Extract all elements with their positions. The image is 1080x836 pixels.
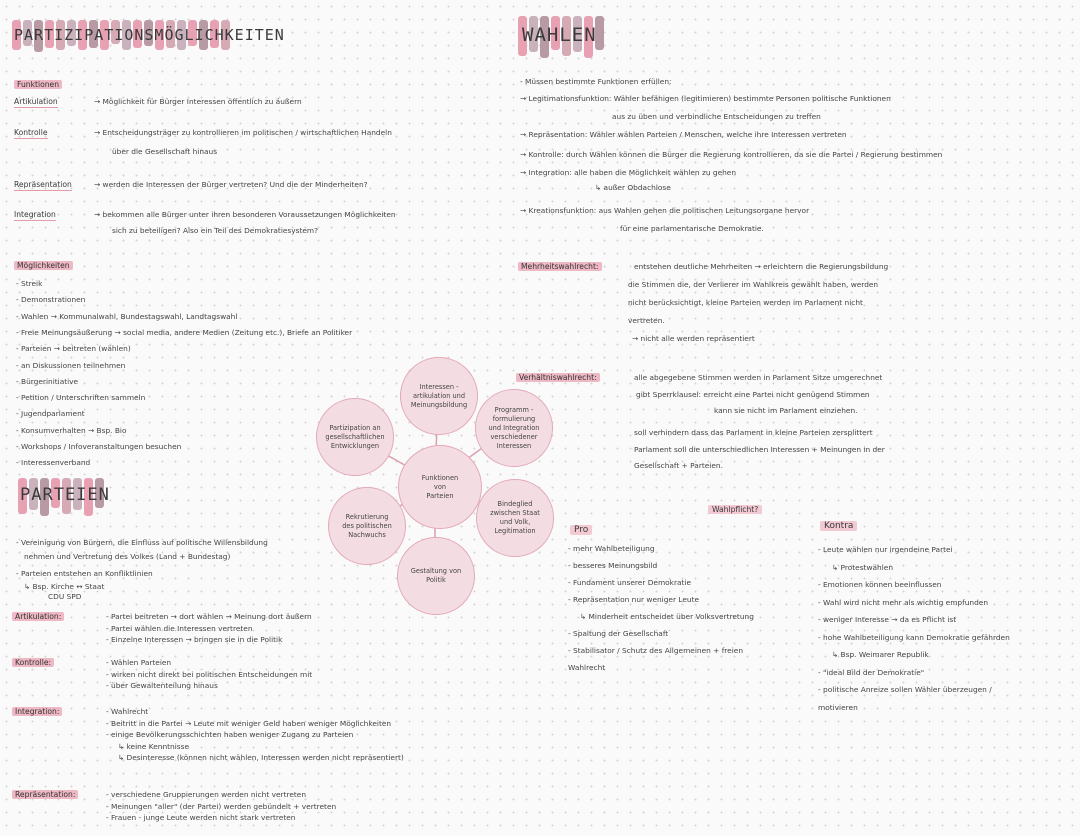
parteien-title: PARTEIEN: [20, 485, 110, 505]
parteien-intro-line: - Parteien entstehen an Konfliktlinien: [16, 569, 153, 578]
wahlen-function-line: → Kreationsfunktion: aus Wahlen gehen die politischen Leitungsorgane hervor: [520, 206, 810, 215]
kontrolle-label: Kontrolle: [14, 128, 48, 137]
moeglichkeit-item: - Bürgerinitiative: [16, 376, 79, 386]
kontra-item: - Emotionen können beeinflussen: [818, 580, 942, 589]
wahlen-function-line: → Kontrolle: durch Wählen können die Bürger die Regierung kontrollieren, da sie die Partei / Regierung bestimmen: [520, 150, 943, 159]
mindmap-node-bindeglied: Bindeglied zwischen Staat und Volk, Legitimation: [476, 479, 554, 557]
kontra-item: - weniger Interesse → da es Pflicht ist: [818, 615, 957, 624]
wahlen-function-line: - Müssen bestimmte Funktionen erfüllen:: [520, 77, 672, 86]
parteien-section-label: Integration:: [12, 707, 62, 717]
parteien-section-line: ↳ keine Kenntnisse: [118, 741, 190, 751]
wahlen-function-line: aus zu üben und verbindliche Entscheidungen zu treffen: [612, 112, 821, 121]
parteien-section-line: - Frauen - junge Leute werden nicht stark vertreten: [106, 813, 296, 822]
kontra-item: motivieren: [818, 702, 858, 712]
moeglichkeit-item: - Workshops / Infoveranstaltungen besuchen: [16, 442, 182, 451]
kontra-item: - politische Anreize sollen Wähler überzeugen /: [818, 685, 992, 694]
mindmap-node-gestaltung: Gestaltung von Politik: [397, 537, 475, 615]
wahlen-function-line: → Integration: alle haben die Möglichkeit wählen zu gehen: [520, 168, 737, 177]
wahlen-function-line: ↳ außer Obdachlose: [595, 183, 671, 192]
pro-item: - besseres Meinungsbild: [568, 561, 658, 570]
parteien-intro-line: - Vereinigung von Bürgern, die Einfluss auf politische Willensbildung: [16, 538, 268, 547]
moeglichkeit-item: - Jugendparlament: [16, 409, 85, 419]
parteien-intro-line: ↳ Bsp. Kirche ↔ Staat: [24, 582, 105, 591]
wahlen-function-line: für eine parlamentarische Demokratie.: [620, 224, 764, 233]
kontra-item: - Leute wählen nur irgendeine Partei: [818, 545, 953, 554]
parteien-section-line: - Wahlrecht: [106, 707, 149, 716]
mehrheit-line: nicht berücksichtigt, kleine Parteien werden im Parlament nicht: [628, 298, 863, 307]
repraesentation-label: Repräsentation: [14, 180, 72, 189]
kontra-item: ↳ Bsp. Weimarer Republik: [832, 650, 929, 659]
wahlen-function-line: → Legitimationsfunktion: Wähler befähigen (legitimieren) bestimmte Personen politische Funktionen: [520, 94, 891, 103]
wahlen-title: WAHLEN: [522, 24, 597, 46]
mindmap-node-rekrutierung: Rekrutierung des politischen Nachwuchs: [328, 487, 406, 565]
verhaeltnis-line: Gesellschaft + Parteien.: [634, 461, 723, 470]
pro-item: - Spaltung der Gesellschaft: [568, 629, 669, 638]
parteien-section-line: - Meinungen "aller" (der Partei) werden gebündelt + vertreten: [106, 801, 337, 811]
parteien-section-line: - Partei beitreten → dort wählen → Meinung dort äußern: [106, 612, 312, 621]
verhaeltnis-line: Parlament soll die unterschiedlichen Interessen + Meinungen in der: [634, 445, 885, 454]
moeglichkeit-item: - Konsumverhalten → Bsp. Bio: [16, 425, 127, 435]
parteien-section-label: Kontrolle:: [12, 658, 54, 668]
integration-text-2: sich zu beteiligen? Also ein Teil des Demokratiesystem?: [112, 226, 319, 235]
funktionen-label: Funktionen: [14, 80, 62, 90]
pro-item: - Stabilisator / Schutz des Allgemeinen + freien: [568, 646, 744, 655]
pro-item: ↳ Minderheit entscheidet über Volksvertretung: [580, 612, 754, 621]
pro-item: Wahlrecht: [568, 663, 606, 672]
moeglichkeit-item: - Streik: [16, 279, 43, 288]
mehrheit-line: entstehen deutliche Mehrheiten → erleichtern die Regierungsbildung: [634, 262, 889, 271]
parteien-section-line: - Beitritt in die Partei → Leute mit weniger Geld haben weniger Möglichkeiten: [106, 718, 392, 728]
mehrheit-line: die Stimmen die, der Verlierer im Wahlkreis gewählt haben, werden: [628, 280, 879, 289]
moeglichkeit-item: - Demonstrationen: [16, 295, 86, 305]
verhaeltnis-line: soll verhindern dass das Parlament in kleine Parteien zersplittert: [634, 428, 873, 437]
pro-item: - mehr Wahlbeteiligung: [568, 544, 655, 553]
kontra-item: - Wahl wird nicht mehr als wichtig empfunden: [818, 597, 989, 607]
parteien-section-line: - verschiedene Gruppierungen werden nicht vertreten: [106, 790, 307, 799]
parteien-section-line: - einige Bevölkerungsschichten haben weniger Zugang zu Parteien: [106, 730, 354, 739]
parteien-intro-line: nehmen und Vertretung des Volkes (Land + Bundestag): [24, 552, 231, 561]
mindmap-node-partizipation: Partizipation an gesellschaftlichen Entwicklungen: [316, 398, 394, 476]
mehrheit-line: → nicht alle werden repräsentiert: [632, 334, 755, 343]
mehrheitswahlrecht-label: Mehrheitswahlrecht:: [518, 262, 602, 272]
verhaeltniswahlrecht-label: Verhältniswahlrecht:: [516, 373, 600, 383]
kontrolle-text-2: über die Gesellschaft hinaus: [112, 147, 218, 156]
kontra-item: - "ideal Bild der Demokratie": [818, 667, 925, 677]
verhaeltnis-line: alle abgegebene Stimmen werden in Parlament Sitze umgerechnet: [634, 373, 883, 382]
repraesentation-text: → werden die Interessen der Bürger vertreten? Und die der Minderheiten?: [94, 180, 368, 189]
artikulation-text: → Möglichkeit für Bürger Interessen öffentlich zu äußern: [94, 97, 302, 106]
parteien-section-line: - wirken nicht direkt bei politischen Entscheidungen mit: [106, 669, 313, 679]
wahlpflicht-label: Wahlpflicht?: [708, 505, 762, 515]
pro-label: Pro: [570, 524, 592, 537]
parteien-section-line: - Einzelne Interessen → bringen sie in die Politik: [106, 635, 283, 644]
parteien-section-line: - über Gewaltenteilung hinaus: [106, 681, 218, 690]
moeglichkeit-item: - Petition / Unterschriften sammeln: [16, 393, 146, 403]
kontrolle-text: → Entscheidungsträger zu kontrollieren im politischen / wirtschaftlichen Handeln: [94, 128, 392, 137]
parteien-section-line: ↳ Desinteresse (können nicht wählen, Interessen werden nicht repräsentiert): [118, 753, 404, 762]
mehrheit-line: vertreten.: [628, 316, 665, 325]
mindmap-node-programm: Programm - formulierung und Integration verschiedener Interessen: [475, 389, 553, 467]
parteien-section-line: - Wählen Parteien: [106, 658, 172, 667]
parteien-intro-line: CDU SPD: [48, 592, 82, 601]
verhaeltnis-line: gibt Sperrklausel: erreicht eine Partei nicht genügend Stimmen: [636, 390, 870, 399]
kontra-item: ↳ Protestwählen: [832, 562, 894, 572]
pro-item: - Repräsentation nur weniger Leute: [568, 595, 700, 604]
parteien-section-label: Repräsentation:: [12, 790, 78, 800]
mindmap-node-interessen: Interessen - artikulation und Meinungsbildung: [400, 357, 478, 435]
moeglichkeiten-label: Möglichkeiten: [14, 261, 73, 271]
moeglichkeit-item: - Freie Meinungsäußerung → social media, andere Medien (Zeitung etc.), Briefe an Politiker: [16, 327, 353, 337]
moeglichkeit-item: - Wahlen → Kommunalwahl, Bundestagswahl, Landtagswahl: [16, 311, 238, 321]
parteien-section-label: Artikulation:: [12, 612, 64, 622]
wahlen-function-line: → Repräsentation: Wähler wählen Parteien / Menschen, welche ihre Interessen vertreten: [520, 130, 847, 139]
kontra-label: Kontra: [820, 520, 857, 533]
partizipation-title: PARTIZIPATIONSMÖGLICHKEITEN: [14, 26, 285, 44]
artikulation-label: Artikulation: [14, 97, 58, 106]
parteien-section-line: - Partei wählen die Interessen vertreten: [106, 623, 253, 633]
moeglichkeit-item: - an Diskussionen teilnehmen: [16, 360, 126, 370]
integration-label: Integration: [14, 210, 56, 219]
integration-text: → bekommen alle Bürger unter ihren besonderen Voraussetzungen Möglichkeiten: [94, 210, 396, 219]
moeglichkeit-item: - Parteien → beitreten (wählen): [16, 344, 131, 354]
kontra-item: - hohe Wahlbeteiligung kann Demokratie gefährden: [818, 632, 1010, 642]
moeglichkeit-item: - Interessenverband: [16, 458, 91, 468]
pro-item: - Fundament unserer Demokratie: [568, 578, 692, 587]
verhaeltnis-line: kann sie nicht im Parlament einziehen.: [714, 406, 858, 415]
mindmap-center: Funktionen von Parteien: [398, 445, 482, 529]
